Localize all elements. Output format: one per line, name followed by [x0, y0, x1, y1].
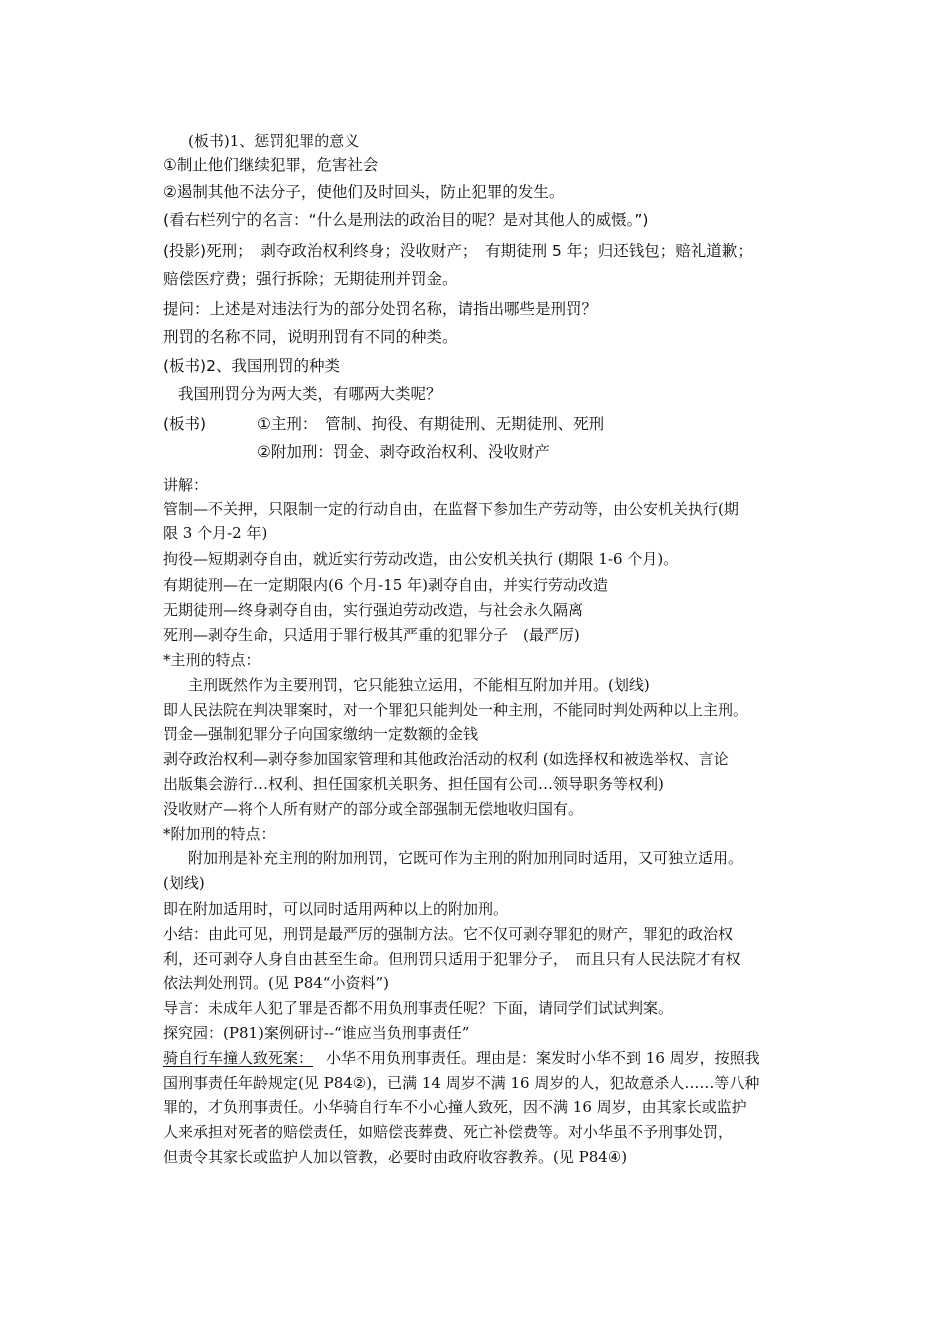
explanation-label: 讲解：: [163, 476, 209, 494]
projection-list-line-2: 赔偿医疗费；强行拆除；无期徒刑并罚金。: [163, 270, 458, 288]
main-penalty-features-heading: *主刑的特点：: [163, 651, 261, 669]
life-imprisonment-line: 无期徒刑—终身剥夺自由，实行强迫劳动改造，与社会永久隔离: [163, 601, 584, 619]
meaning-point-2: ②遏制其他不法分子，使他们及时回头，防止犯罪的发生。: [163, 183, 565, 201]
heading-penalty-types: (板书)2、我国刑罚的种类: [163, 357, 340, 375]
introduction-line: 导言：未成年人犯了罪是否都不用负刑事责任呢？下面，请同学们试试判案。: [163, 999, 674, 1017]
additional-penalty-features-heading: *附加刑的特点：: [163, 825, 276, 843]
surveillance-line-2: 限 3 个月-2 年): [163, 524, 268, 542]
case-text-line-5: 但责令其家长或监护人加以管教，必要时由政府收容教养。(见 P84④): [163, 1148, 628, 1166]
lenin-quote: (看右栏列宁的名言：“什么是刑法的政治目的呢？是对其他人的威慑。”): [163, 211, 649, 229]
detention-line: 拘役—短期剥夺自由，就近实行劳动改造，由公安机关执行 (期限 1-6 个月)。: [163, 550, 679, 568]
summary-line-2: 利，还可剥夺人身自由甚至生命。但刑罚只适用于犯罪分子， 而且只有人民法院才有权: [163, 950, 741, 968]
fine-line: 罚金—强制犯罪分子向国家缴纳一定数额的金钱: [163, 725, 479, 743]
case-text-line-4: 人来承担对死者的赔偿责任，如赔偿丧葬费、死亡补偿费等。对小华虽不予刑事处罚，: [163, 1123, 734, 1141]
case-text-line-2: 国刑事责任年龄规定(见 P84②)，已满 14 周岁不满 16 周岁的人，犯故意杀人……等八种: [163, 1074, 760, 1092]
main-penalty-feature-text: 主刑既然作为主要刑罚，它只能独立运用，不能相互附加并用。(划线): [188, 676, 650, 694]
additional-penalty-list: ②附加刑：罚金、剥夺政治权利、没收财产: [257, 443, 550, 461]
two-categories-question: 我国刑罚分为两大类，有哪两大类呢？: [178, 385, 442, 403]
underline-note: (划线): [163, 874, 205, 892]
summary-line-3: 依法判处刑罚。(见 P84“小资料”): [163, 974, 389, 992]
fixed-term-line: 有期徒刑—在一定期限内(6 个月-15 年)剥夺自由，并实行劳动改造: [163, 576, 608, 594]
additional-penalty-feature-text: 附加刑是补充主刑的附加刑罚，它既可作为主刑的附加刑同时适用，又可独立适用。: [188, 849, 744, 867]
question-line: 提问：上述是对违法行为的部分处罚名称，请指出哪些是刑罚？: [163, 300, 598, 318]
political-rights-line-1: 剥夺政治权利—剥夺参加国家管理和其他政治活动的权利 (如选择权和被选举权、言论: [163, 750, 729, 768]
exploration-line: 探究园：(P81)案例研讨--“谁应当负刑事责任”: [163, 1024, 470, 1042]
political-rights-line-2: 出版集会游行…权利、担任国家机关职务、担任国有公司…领导职务等权利): [163, 775, 664, 793]
surveillance-line-1: 管制—不关押，只限制一定的行动自由，在监督下参加生产劳动等，由公安机关执行(期: [163, 500, 739, 518]
case-title: 骑自行车撞人致死案：: [163, 1049, 314, 1067]
heading-punishment-meaning: (板书)1、惩罚犯罪的意义: [188, 132, 360, 150]
summary-line-1: 小结：由此可见，刑罚是最严厉的强制方法。它不仅可剥夺罪犯的财产，罪犯的政治权: [163, 925, 734, 943]
death-penalty-line: 死刑—剥夺生命，只适用于罪行极其严重的犯罪分子 (最严厉): [163, 626, 580, 644]
additional-penalty-rule: 即在附加适用时，可以同时适用两种以上的附加刑。: [163, 900, 509, 918]
main-penalty-court-rule: 即人民法院在判决罪案时，对一个罪犯只能判处一种主刑，不能同时判处两种以上主刑。: [163, 701, 749, 719]
board-label: (板书): [163, 415, 207, 433]
projection-list-line-1: (投影)死刑； 剥夺政治权利终身；没收财产； 有期徒刑 5 年；归还钱包；赔礼道歉；: [163, 242, 753, 260]
meaning-point-1: ①制止他们继续犯罪，危害社会: [163, 156, 379, 174]
case-text-line-3: 罪的，才负刑事责任。小华骑自行车不小心撞人致死，因不满 16 周岁，由其家长或监护: [163, 1098, 747, 1116]
confiscation-line: 没收财产—将个人所有财产的部分或全部强制无偿地收归国有。: [163, 800, 584, 818]
case-text-line-1: 小华不用负刑事责任。理由是：案发时小华不到 16 周岁，按照我: [326, 1049, 760, 1067]
penalty-types-note: 刑罚的名称不同，说明刑罚有不同的种类。: [163, 328, 458, 346]
main-penalty-list: ①主刑： 管制、拘役、有期徒刑、无期徒刑、死刑: [257, 415, 605, 433]
